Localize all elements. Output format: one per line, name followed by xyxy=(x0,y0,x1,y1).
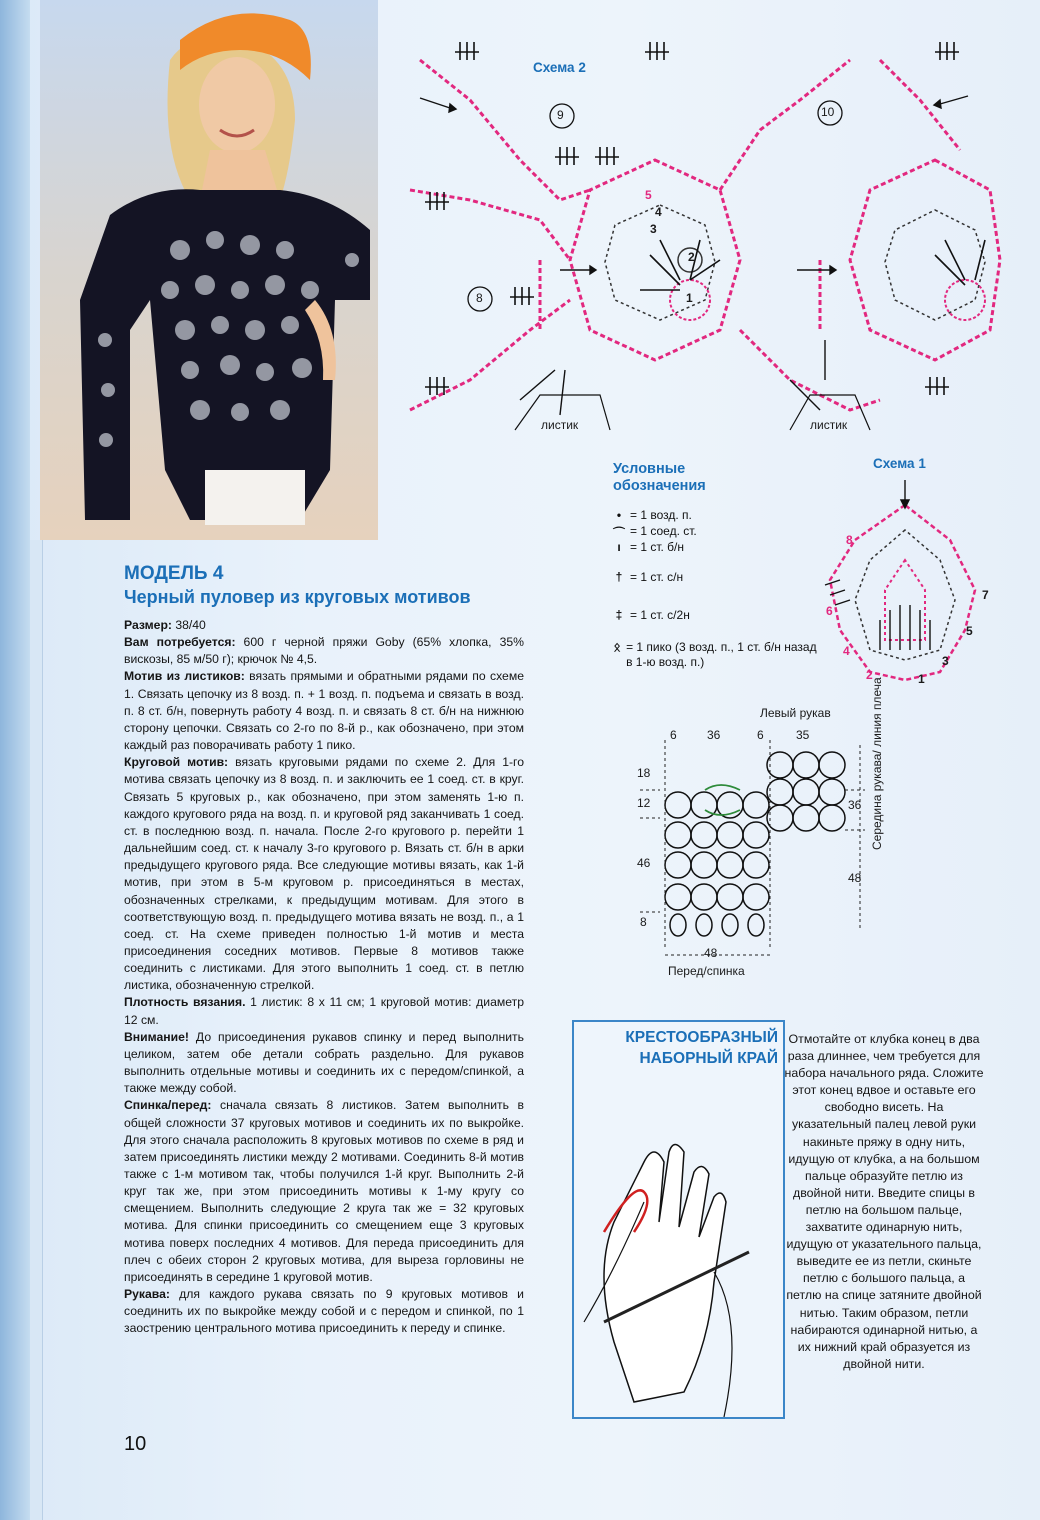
dim-top-6b: 6 xyxy=(757,728,764,742)
dim-top-36: 36 xyxy=(707,728,721,742)
legend-item: • = 1 возд. п. xyxy=(616,508,692,522)
dim-right-48: 48 xyxy=(848,871,862,885)
model-number: МОДЕЛЬ 4 xyxy=(124,563,224,584)
page-number: 10 xyxy=(124,1433,147,1455)
legend-item: ‡ = 1 ст. с/2н xyxy=(615,608,690,622)
dim-left-8: 8 xyxy=(640,915,647,929)
cast-on-box xyxy=(572,1020,785,1419)
motif-number-10: 10 xyxy=(821,105,835,119)
legend-item: ⌒ = 1 соед. ст. xyxy=(612,524,697,540)
dim-left-12: 12 xyxy=(637,796,651,810)
hand-illustration xyxy=(574,1022,783,1417)
dim-top-35: 35 xyxy=(796,728,810,742)
scheme-2-diagram xyxy=(410,42,1000,430)
instructions-text: Размер: 38/40 Вам потребуется: 600 г черной пряжи Goby (65% хлопка, 35% вискозы, 85 м/50 г); крючок № 4,5. Мотив из листиков: вязать прямыми и обратными рядами по схеме 1. Связать цепочку из 8 возд. п. + 1 возд. п. подъема и связать в возд. п. 8 ст. б/н, повернуть работу 4 возд. п. и связать 8 ст. б/н на нижнюю сторону цепочки. Связать со 2-го по 8-й р., как обозначено, при этом каждый раз поворачивать работу 1 пико. Круговой мотив: вязать круговыми рядами по схеме 2. Для 1-го мотива связать цепочку из 8 возд. п. и заключить ее 1 соед. ст. в круг. Связать 5 круговых р., как обозначено, при этом заменять 1-ю п. каждого кругового ряда на возд. п. и круговой ряд заканчивать 1 соед. ст. в последнюю возд. п. начала. После 2-го кругового р. перейти 1 дальнейшим соед. ст. к началу 3-го кругового р. Вязать ст. б/н в арки предыдущего кругового ряда. Все следующие мотивы вязать, как 1-й мотив, при этом в 5-м круговом р. присоединяться в местах, обозначенных стрелками, к предыдущим мотивам. Для этого в соответствующую возд. п. предыдущего мотива вязать не возд. п., а 1 соед. ст. На схеме приведен полностью 1-й мотив и места присоединения соседних мотивов. Первые 8 мотивов также соединить с листиками. Для этого выполнить 1 соед. ст. в петлю листика, обозначенную стрелкой. Плотность вязания. 1 листик: 8 х 11 см; 1 круговой мотив: диаметр 12 см. Внимание! До присоединения рукавов спинку и перед выполнить целиком, затем обе детали собрать раздельно. Для рукавов выполнить отдельные мотивы и соединить их с передом/спинкой, а также между собой. Спинка/перед: сначала связать 8 листиков. Затем выполнить в общей сложности 37 круговых мотивов и соединить их по выкройке. Для этого сначала расположить 8 круговых мотивов по схеме в ряд и затем присоединять листики между 2 мотивами. Соединить 8-й мотив также с 1-м мотивом так, чтобы получился 1-й круг. Выполнить 2-й круг так же, при этом присоединить мотивы к 1-му кругу со смещением. Выполнить следующие 2 круга так же = 32 круговых мотива. Для спинки присоединить со смещением еще 3 круговых мотива поверх последних 4 мотивов. Для переда присоединить для плеч с обеих сторон 2 круговых мотива, для выреза горловины не присоединять в середине 1 круговой мотив. Рукава: для каждого рукава связать по 9 круговых мотивов и соединить их по выкройке между собой и с передом и спинкой, по 1 заострению центрального мотива присоединить к переду и спинке. xyxy=(124,618,524,1336)
body-circles xyxy=(665,752,845,936)
dim-top-6a: 6 xyxy=(670,728,677,742)
leaf-row-1: 1 xyxy=(918,672,925,686)
legend-item: † = 1 ст. с/н xyxy=(615,570,684,584)
dim-left-46: 46 xyxy=(637,856,651,870)
legend-title: Условные обозначения xyxy=(613,461,706,494)
sleeve-side-label: Середина рукава/ линия плеча xyxy=(870,677,884,850)
legend-item: ᛟ = 1 пико (3 возд. п., 1 ст. б/н назад в 1-ю возд. п.) xyxy=(613,640,817,669)
model-title: Черный пуловер из круговых мотивов xyxy=(124,587,471,607)
round-number-2: 2 xyxy=(688,250,695,264)
scheme-1-title: Схема 1 xyxy=(873,456,926,471)
model-header xyxy=(124,563,471,608)
round-number-5: 5 xyxy=(645,188,652,202)
sleeve-title: Левый рукав xyxy=(760,706,831,720)
cast-on-title: КРЕСТООБРАЗНЫЙ НАБОРНЫЙ КРАЙ xyxy=(625,1029,778,1067)
dim-left-18: 18 xyxy=(637,766,651,780)
dim-right-36: 36 xyxy=(848,798,862,812)
motif-number-8: 8 xyxy=(476,291,483,305)
leaf-label-right: листик xyxy=(810,418,848,432)
scheme-2-title: Схема 2 xyxy=(533,60,586,75)
leaf-row-6: 6 xyxy=(826,604,833,618)
legend-item: ı = 1 ст. б/н xyxy=(617,540,685,554)
round-number-1: 1 xyxy=(686,291,693,305)
leaf-label-left: листик xyxy=(541,418,579,432)
leaf-row-5: 5 xyxy=(966,624,973,638)
sleeve-pattern-diagram xyxy=(640,740,865,955)
leaf-row-7: 7 xyxy=(982,588,989,602)
dim-bottom-48: 48 xyxy=(704,946,718,960)
leaf-row-3: 3 xyxy=(942,654,949,668)
round-number-4: 4 xyxy=(655,205,662,219)
leaf-row-8: 8 xyxy=(846,533,853,547)
body-label: Перед/спинка xyxy=(668,964,745,978)
cast-on-text: Отмотайте от клубка конец в два раза длиннее, чем требуется для набора начального ряда. Сложите этот конец вдвое и оставьте его свободно висеть. На указательный палец левой руки накиньте пряжу в одну нить, идущую от клубка, а на большом пальце образуйте петлю из двойной нити. Введите спицы в петлю на большом пальце, захватите одинарную нить, идущую от указательного пальца, выведите ее из петли, скиньте петлю с большого пальца, а петлю на спице затяните двойной нитью. Таким образом, петли набираются одинарной нитью, а их нижний край образуется из двойной нити. xyxy=(784,1032,984,1371)
leaf-row-2: 2 xyxy=(866,668,873,682)
round-number-3: 3 xyxy=(650,222,657,236)
motif-number-9: 9 xyxy=(557,108,564,122)
leaf-row-4: 4 xyxy=(843,644,850,658)
